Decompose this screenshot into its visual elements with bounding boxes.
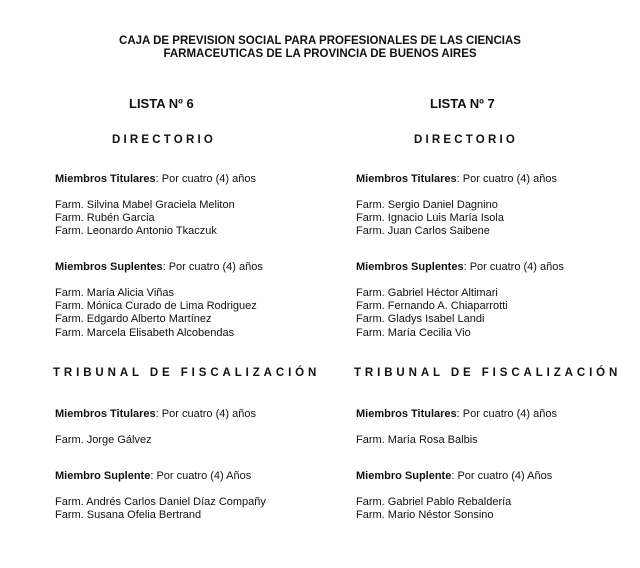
- list-item: Farm. Gabriel Héctor Altimari: [356, 287, 498, 299]
- tribunal-suplentes-list: [356, 496, 511, 522]
- list-item: Farm. Jorge Gálvez: [55, 434, 152, 446]
- titulares-term: : Por cuatro (4) años: [456, 408, 557, 420]
- tribunal-suplente-heading: [55, 470, 251, 483]
- directorio-suplentes-list: [55, 287, 257, 340]
- suplente-term: : Por cuatro (4) Años: [150, 470, 252, 482]
- directorio-suplentes-heading: [55, 261, 263, 274]
- titulares-term: : Por cuatro (4) años: [456, 173, 557, 185]
- tribunal-titulares-list: [55, 434, 152, 447]
- list-item: Farm. Juan Carlos Saibene: [356, 225, 490, 238]
- list-item: Farm. María Rosa Balbis: [356, 434, 478, 446]
- directorio-title: DIRECTORIO: [414, 134, 518, 146]
- suplentes-label: Miembros Suplentes: [55, 261, 163, 273]
- list-item: Farm. María Alicia Viñas: [55, 287, 175, 299]
- tribunal-title: TRIBUNAL DE FISCALIZACIÓN: [53, 367, 321, 379]
- directorio-titulares-list: [356, 199, 504, 239]
- titulares-label: Miembros Titulares: [356, 173, 457, 185]
- list-item: Farm. Susana Ofelia Bertrand: [55, 509, 202, 522]
- suplentes-term: : Por cuatro (4) años: [463, 261, 564, 273]
- list-item: Farm. Fernando A. Chiaparrotti: [356, 300, 508, 313]
- list-item: Farm. María Cecilia Vio: [356, 326, 471, 339]
- tribunal-titulares-heading: [55, 408, 256, 421]
- list-item: Farm. Ignacio Luis María Isola: [356, 212, 504, 225]
- list-item: Farm. Andrés Carlos Daniel Díaz Compañy: [55, 496, 266, 508]
- suplente-label: Miembro Suplente: [356, 470, 452, 482]
- titulares-term: : Por cuatro (4) años: [155, 408, 256, 420]
- lista-6-column: [55, 0, 355, 568]
- list-item: Farm. Gabriel Pablo Rebaldería: [356, 496, 512, 508]
- header-line-2: FARMACEUTICAS DE LA PROVINCIA DE BUENOS AIRES: [163, 48, 477, 60]
- suplente-term: : Por cuatro (4) Años: [451, 470, 553, 482]
- directorio-titulares-heading: [356, 173, 557, 186]
- directorio-titulares-list: [55, 199, 235, 239]
- lista-title: LISTA Nº 7: [430, 96, 495, 111]
- titulares-label: Miembros Titulares: [55, 408, 156, 420]
- titulares-label: Miembros Titulares: [55, 173, 156, 185]
- suplentes-term: : Por cuatro (4) años: [162, 261, 263, 273]
- tribunal-title: TRIBUNAL DE FISCALIZACIÓN: [354, 367, 622, 379]
- list-item: Farm. Edgardo Alberto Martínez: [55, 313, 212, 326]
- header-line-1: CAJA DE PREVISION SOCIAL PARA PROFESIONALES DE LAS CIENCIAS: [119, 35, 521, 47]
- directorio-suplentes-heading: [356, 261, 564, 274]
- list-item: Farm. Mario Néstor Sonsino: [356, 509, 494, 522]
- list-item: Farm. Leonardo Antonio Tkaczuk: [55, 225, 217, 238]
- tribunal-titulares-list: [356, 434, 478, 447]
- lista-title: LISTA Nº 6: [129, 96, 194, 111]
- tribunal-suplentes-list: [55, 496, 266, 522]
- tribunal-suplente-heading: [356, 470, 552, 483]
- list-item: Farm. Mónica Curado de Lima Rodriguez: [55, 300, 257, 313]
- list-item: Farm. Silvina Mabel Graciela Meliton: [55, 199, 235, 211]
- list-item: Farm. Gladys Isabel Landi: [356, 313, 485, 326]
- suplentes-label: Miembros Suplentes: [356, 261, 464, 273]
- directorio-suplentes-list: [356, 287, 508, 340]
- directorio-titulares-heading: [55, 173, 256, 186]
- list-item: Farm. Sergio Daniel Dagnino: [356, 199, 498, 211]
- tribunal-titulares-heading: [356, 408, 557, 421]
- titulares-term: : Por cuatro (4) años: [155, 173, 256, 185]
- suplente-label: Miembro Suplente: [55, 470, 151, 482]
- list-item: Farm. Marcela Elisabeth Alcobendas: [55, 326, 235, 339]
- list-item: Farm. Rubén Garcia: [55, 212, 155, 225]
- directorio-title: DIRECTORIO: [112, 134, 216, 146]
- lista-7-column: [356, 0, 640, 568]
- titulares-label: Miembros Titulares: [356, 408, 457, 420]
